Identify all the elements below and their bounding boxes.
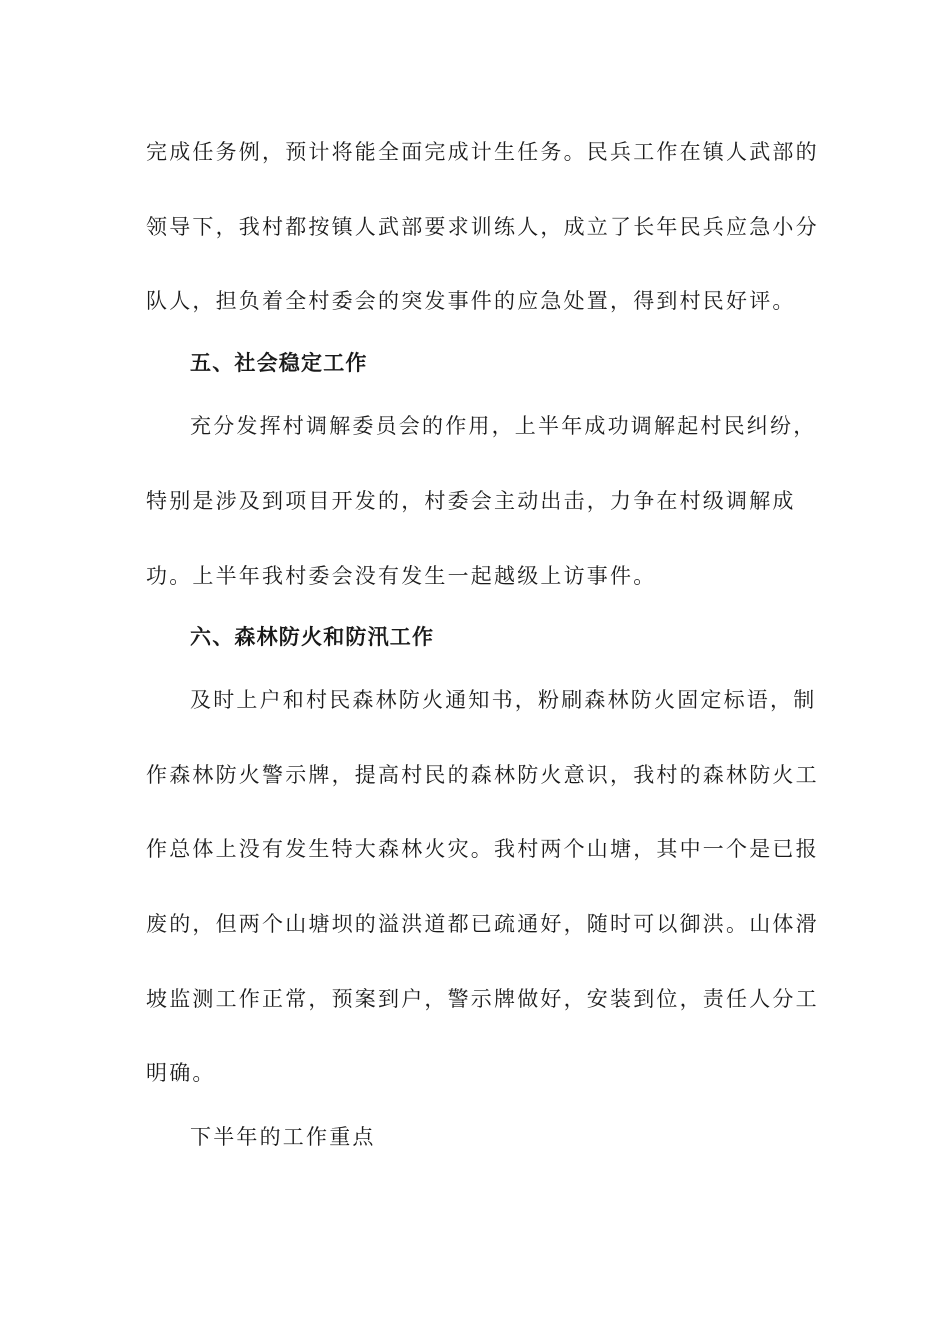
paragraph-line: 充分发挥村调解委员会的作用，上半年成功调解起村民纠纷，: [190, 414, 817, 438]
paragraph-line: 作森林防火警示牌，提高村民的森林防火意识，我村的森林防火工: [146, 763, 819, 787]
paragraph-line: 领导下，我村都按镇人武部要求训练人，成立了长年民兵应急小分: [146, 215, 819, 239]
paragraph-line: 完成任务例，预计将能全面完成计生任务。民兵工作在镇人武部的: [146, 140, 819, 164]
paragraph-line: 及时上户和村民森林防火通知书，粉刷森林防火固定标语，制: [190, 688, 817, 712]
paragraph-line: 作总体上没有发生特大森林火灾。我村两个山塘，其中一个是已报: [146, 837, 819, 861]
section-heading-social-stability: 五、社会稳定工作: [190, 351, 368, 375]
paragraph-line: 队人，担负着全村委会的突发事件的应急处置，得到村民好评。: [146, 289, 796, 313]
paragraph-line: 特别是涉及到项目开发的，村委会主动出击，力争在村级调解成: [146, 489, 796, 513]
paragraph-line: 坡监测工作正常，预案到户，警示牌做好，安装到位，责任人分工: [146, 987, 819, 1011]
section-heading-fire-flood: 六、森林防火和防汛工作: [190, 625, 435, 649]
paragraph-line: 明确。: [146, 1061, 216, 1085]
paragraph-line: 功。上半年我村委会没有发生一起越级上访事件。: [146, 564, 657, 588]
paragraph-line: 下半年的工作重点: [190, 1125, 376, 1149]
paragraph-line: 废的，但两个山塘坝的溢洪道都已疏通好，随时可以御洪。山体滑: [146, 912, 819, 936]
